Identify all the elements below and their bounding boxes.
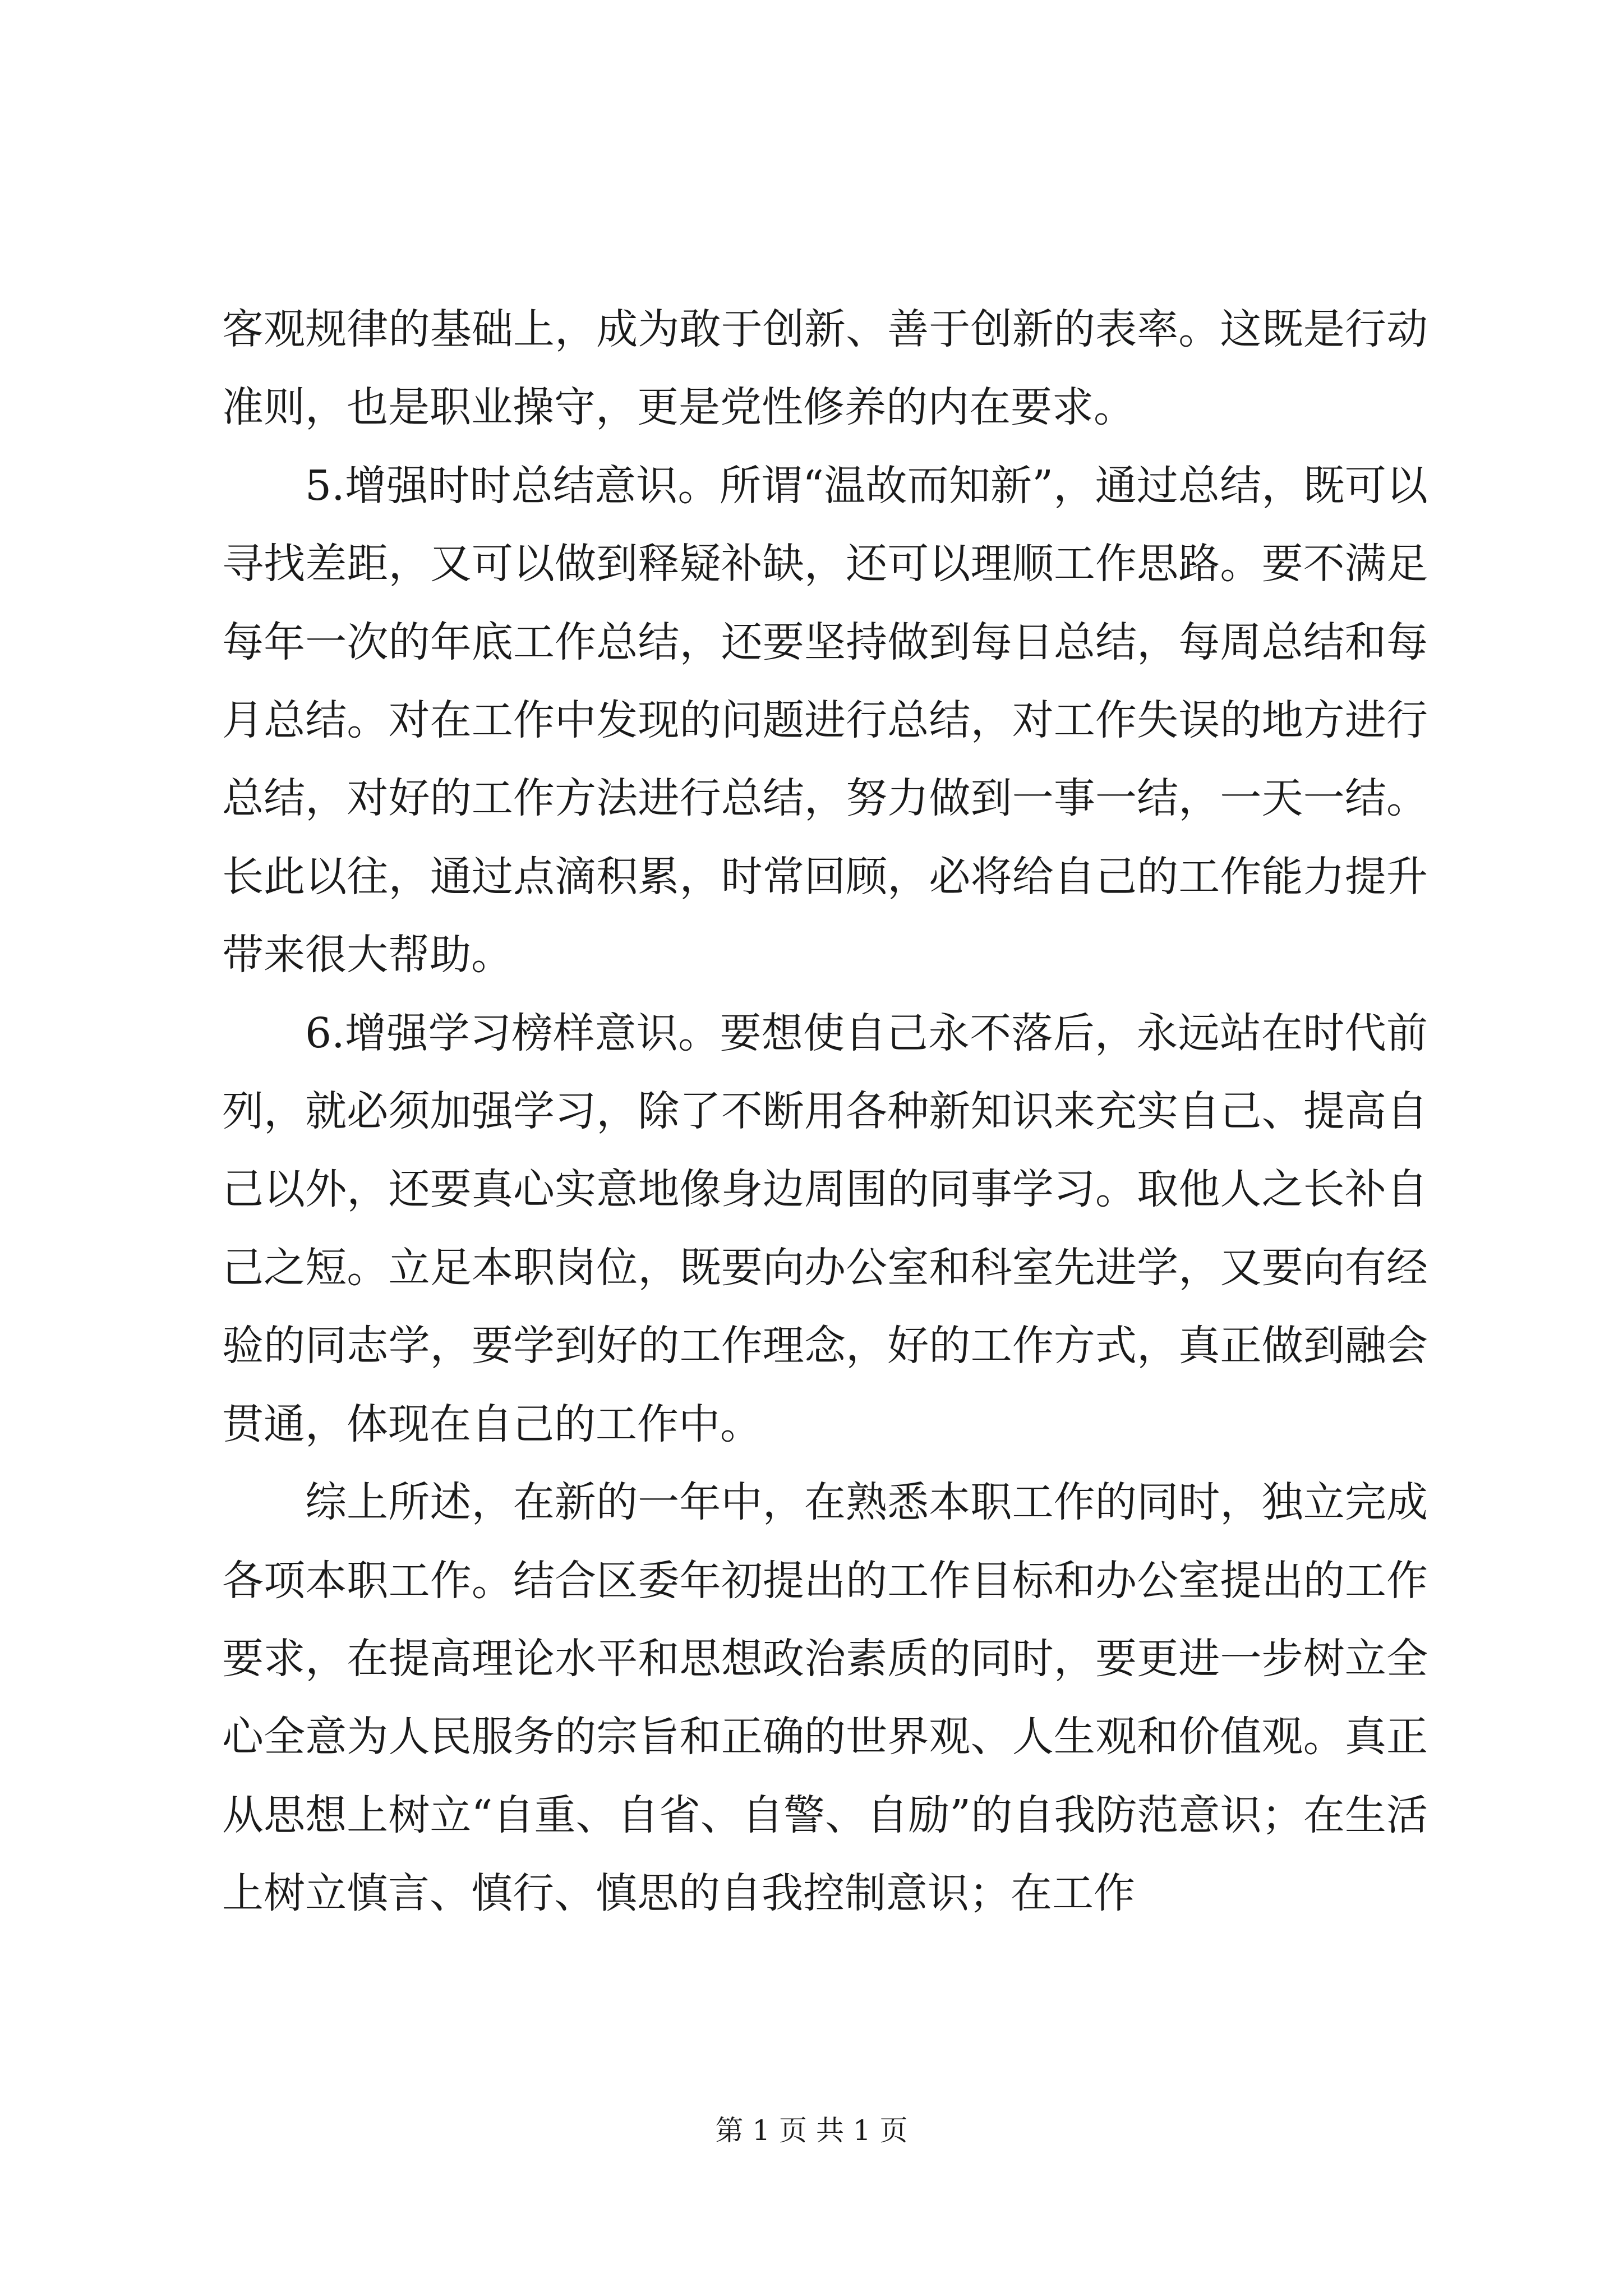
paragraph-continuation: 客观规律的基础上，成为敢于创新、善于创新的表率。这既是行动准则，也是职业操守，更是党性修养的内在要求。	[222, 305, 1428, 432]
document-body	[222, 291, 1428, 1933]
page-footer: 第 1 页 共 1 页	[715, 2114, 908, 2147]
paragraph-summary-awareness: 5.增强时时总结意识。所谓“温故而知新”，通过总结，既可以寻找差距，又可以做到释疑补缺，还可以理顺工作思路。要不满足每年一次的年底工作总结，还要坚持做到每日总结，每周总结和每月总结。对在工作中发现的问题进行总结，对工作失误的地方进行总结，对好的工作方法进行总结，努力做到一事一结，一天一结。长此以往，通过点滴积累，时常回顾，必将给自己的工作能力提升带来很大帮助。	[222, 461, 1428, 979]
paragraph-conclusion: 综上所述，在新的一年中，在熟悉本职工作的同时，独立完成各项本职工作。结合区委年初提出的工作目标和办公室提出的工作要求，在提高理论水平和思想政治素质的同时，要更进一步树立全心全意为人民服务的宗旨和正确的世界观、人生观和价值观。真正从思想上树立“自重、自省、自警、自励”的自我防范意识；在生活上树立慎言、慎行、慎思的自我控制意识；在工作	[222, 1478, 1428, 1918]
paragraph-role-model-awareness: 6.增强学习榜样意识。要想使自己永不落后，永远站在时代前列，就必须加强学习，除了不断用各种新知识来充实自己、提高自己以外，还要真心实意地像身边周围的同事学习。取他人之长补自己之短。立足本职岗位，既要向办公室和科室先进学，又要向有经验的同志学，要学到好的工作理念，好的工作方式，真正做到融会贯通，体现在自己的工作中。	[222, 1009, 1428, 1448]
